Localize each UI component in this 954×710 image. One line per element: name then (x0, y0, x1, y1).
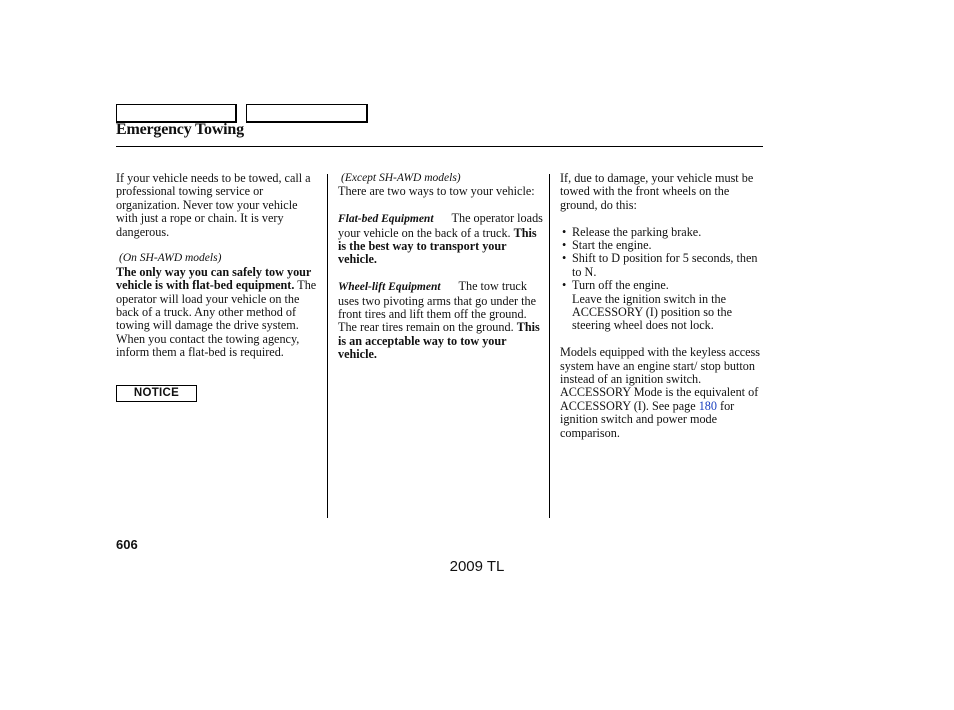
wheellift-bold: This is an acceptable way to tow your vehicle. (338, 320, 540, 362)
bullet-icon: • (562, 251, 567, 266)
bullet-icon: • (562, 238, 567, 253)
title-rule (116, 146, 763, 147)
wheellift-heading: Wheel-lift Equipment (338, 281, 441, 294)
notice-label: NOTICE (116, 385, 197, 402)
intro-paragraph: If your vehicle needs to be towed, call a professional towing service or organization. Never tow your vehicle with just a rope or chain. It is very dangerous. (116, 171, 311, 239)
flatbed-heading: Flat-bed Equipment (338, 213, 434, 226)
column-divider-1 (327, 174, 328, 518)
intro-paragraph: If, due to damage, your vehicle must be towed with the front wheels on the ground, do this: (560, 171, 754, 212)
section-tab-2[interactable] (246, 104, 368, 123)
footer-model: 2009 TL (449, 558, 505, 575)
bullet-icon: • (562, 278, 567, 293)
page-link[interactable]: 180 (698, 398, 717, 413)
step-note: Leave the ignition switch in the ACCESSORY (I) position so the steering wheel does not lock. (572, 291, 733, 333)
column-divider-2 (549, 174, 550, 518)
bold-lead: The only way you can safely tow your vehicle is with flat-bed equipment. (116, 264, 312, 293)
page-number: 606 (116, 537, 138, 552)
flatbed-paragraph (338, 212, 544, 267)
intro-paragraph: There are two ways to tow your vehicle: (338, 184, 535, 199)
list-item: • Turn off the engine. (562, 278, 669, 293)
wheellift-text: The tow truck uses two pivoting arms that go under the front tires and lift them off the ground. The rear tires remain on the ground. (338, 279, 537, 335)
bullet-icon: • (562, 224, 567, 239)
model-note: (Except SH-AWD models) (341, 172, 461, 184)
model-note: (On SH-AWD models) (119, 252, 222, 265)
list-item: • Shift to D position for 5 seconds, then to N. (562, 251, 758, 279)
column-1 (116, 172, 321, 360)
flatbed-requirement-paragraph (116, 266, 321, 360)
list-item: • Release the parking brake. (562, 224, 702, 239)
paragraph-body: The operator will load your vehicle on the back of a truck. Any other method of towing will damage the drive system. When you contact the towing agency, inform them a flat-bed is required. (116, 278, 317, 360)
page-title: Emergency Towing (116, 121, 244, 138)
column-2 (338, 172, 544, 362)
flatbed-text: The operator loads your vehicle on the back of a truck. (338, 211, 543, 240)
list-item: • Start the engine. (562, 238, 652, 253)
steps-list (560, 226, 762, 293)
wheellift-paragraph (338, 280, 544, 361)
column-3 (560, 172, 762, 440)
flatbed-bold: This is the best way to transport your vehicle. (338, 225, 537, 267)
keyless-paragraph: Models equipped with the keyless access system have an engine start/ stop button instead of an ignition switch. ACCESSORY Mode is the equivalent of ACCESSORY (I). See page 180 for ignition switch and power mode comparison. (560, 345, 761, 440)
